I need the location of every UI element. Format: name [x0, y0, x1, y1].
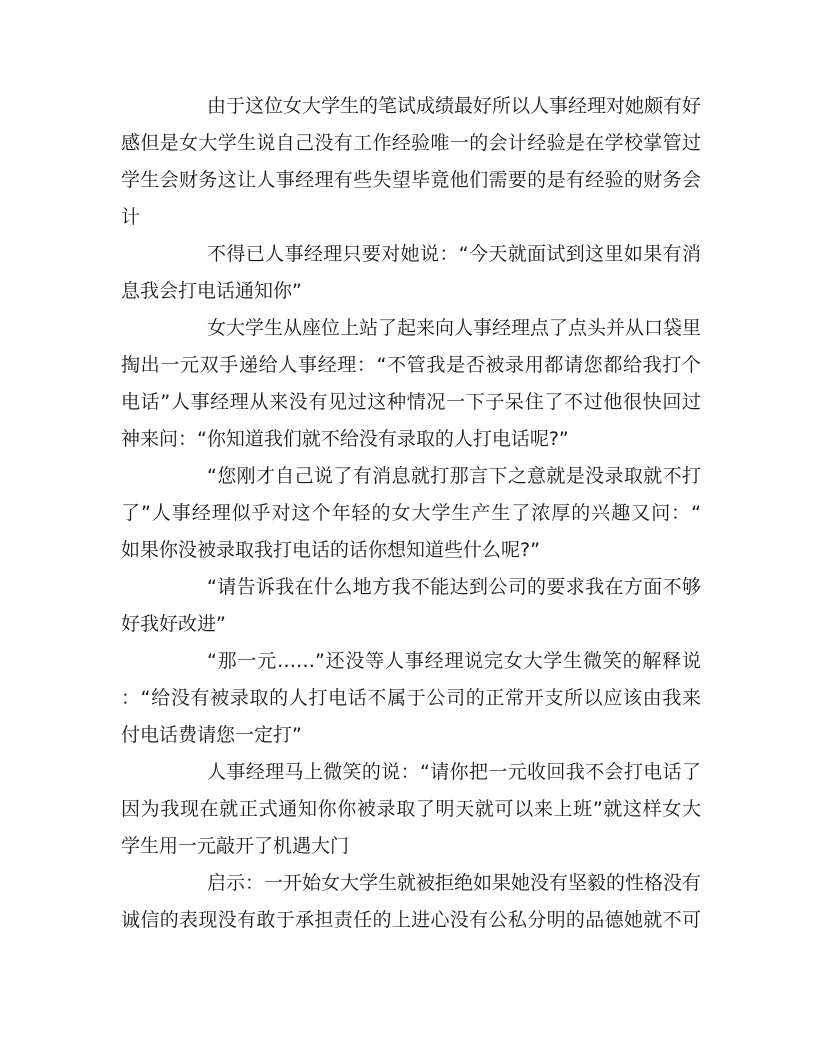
- text-line: 好我好改进”: [121, 613, 226, 635]
- text-line: 电话”人事经理从来没有见过这种情况一下子呆住了不过他很快回过: [121, 391, 701, 413]
- text-line: 如果你没被录取我打电话的话你想知道些什么呢?”: [121, 539, 540, 561]
- text-line: 诚信的表现没有敢于承担责任的上进心没有公私分明的品德她就不可: [121, 909, 701, 931]
- text-line: “请告诉我在什么地方我不能达到公司的要求我在方面不够: [207, 576, 701, 598]
- text-line: 感但是女大学生说自己没有工作经验唯一的会计经验是在学校掌管过: [121, 132, 701, 154]
- text-line: 计: [121, 206, 141, 228]
- text-line: 学生用一元敲开了机遇大门: [121, 835, 350, 857]
- text-line: 人事经理马上微笑的说：“请你把一元收回我不会打电话了: [207, 761, 701, 783]
- text-line: 了”人事经理似乎对这个年轻的女大学生产生了浓厚的兴趣又问：“: [121, 502, 701, 524]
- text-line: ：“给没有被录取的人打电话不属于公司的正常开支所以应该由我来: [121, 687, 701, 709]
- text-line: “那一元……”还没等人事经理说完女大学生微笑的解释说: [207, 650, 701, 672]
- text-line: 由于这位女大学生的笔试成绩最好所以人事经理对她颇有好: [207, 95, 702, 117]
- text-line: 因为我现在就正式通知你你被录取了明天就可以来上班”就这样女大: [121, 798, 701, 820]
- text-line: 学生会财务这让人事经理有些失望毕竟他们需要的是有经验的财务会: [121, 169, 701, 191]
- text-line: 不得已人事经理只要对她说：“今天就面试到这里如果有消: [207, 243, 701, 265]
- text-line: 启示：一开始女大学生就被拒绝如果她没有坚毅的性格没有: [207, 872, 702, 894]
- text-line: 息我会打电话通知你”: [121, 280, 302, 302]
- text-line: 女大学生从座位上站了起来向人事经理点了点头并从口袋里: [207, 317, 702, 339]
- text-line: “您刚才自己说了有消息就打那言下之意就是没录取就不打: [207, 465, 701, 487]
- text-line: 掏出一元双手递给人事经理：“不管我是否被录用都请您都给我打个: [121, 354, 701, 376]
- text-line: 神来问：“你知道我们就不给没有录取的人打电话呢?”: [121, 428, 569, 450]
- text-line: 付电话费请您一定打”: [121, 724, 302, 746]
